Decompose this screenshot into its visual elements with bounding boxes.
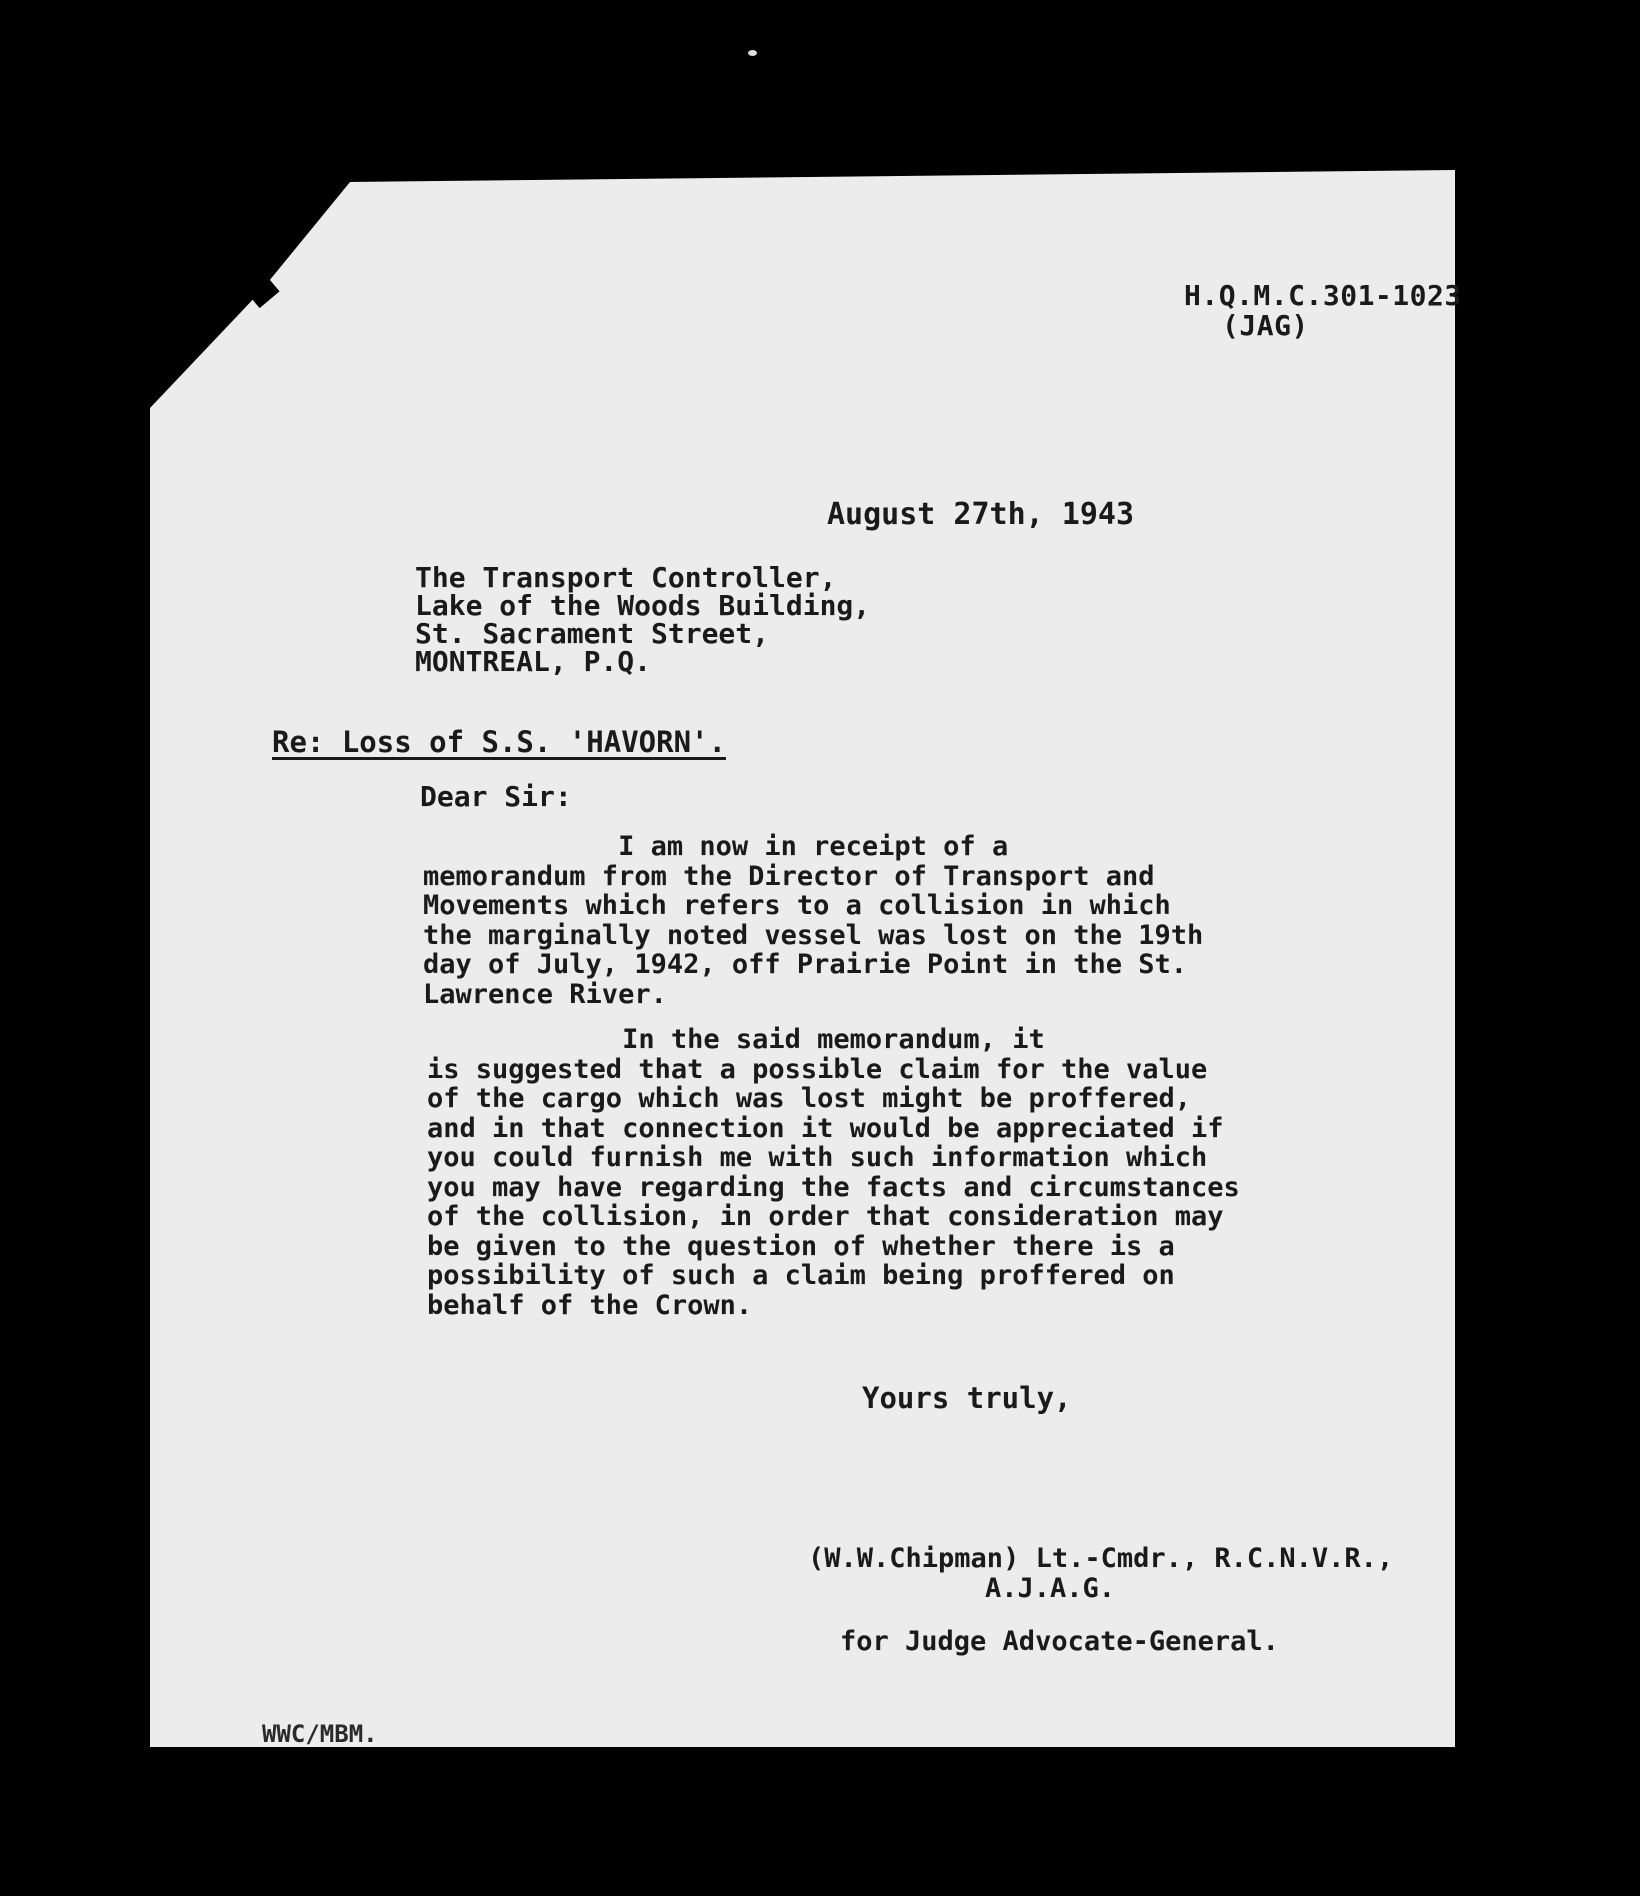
letter-date: August 27th, 1943 (827, 497, 1135, 532)
body-line: of the collision, in order that consideration may (427, 1201, 1224, 1232)
file-reference-number: H.Q.M.C.301-1023 (1184, 279, 1462, 312)
body-line: behalf of the Crown. (427, 1289, 753, 1321)
body-line: In the said memorandum, it (427, 1024, 1045, 1055)
body-line: day of July, 1942, off Prairie Point in the St. (423, 949, 1188, 980)
body-line: be given to the question of whether there is a (427, 1230, 1175, 1262)
closing: Yours truly, (862, 1381, 1072, 1415)
typist-reference: WWC/MBM. (262, 1720, 378, 1748)
recipient-line-3: St. Sacrament Street, (415, 617, 770, 650)
body-line: memorandum from the Director of Transport and (423, 860, 1155, 892)
body-line: and in that connection it would be appreciated if (427, 1112, 1224, 1144)
recipient-line-4: MONTREAL, P.Q. (415, 645, 652, 678)
file-reference-office: (JAG) (1222, 309, 1309, 342)
subject-line: Re: Loss of S.S. 'HAVORN'. (272, 725, 726, 759)
body-line: is suggested that a possible claim for the value (427, 1053, 1208, 1085)
body-line: Lawrence River. (423, 978, 667, 1010)
body-line: you may have regarding the facts and circumstances (427, 1171, 1240, 1203)
body-paragraph-1 (423, 832, 1203, 1009)
signature-name-line: (W.W.Chipman) Lt.-Cmdr., R.C.N.V.R., (808, 1543, 1394, 1574)
body-line: of the cargo which was lost might be proffered, (427, 1083, 1192, 1114)
signature-title-line: A.J.A.G. (985, 1573, 1116, 1604)
body-line: the marginally noted vessel was lost on the 19th (423, 919, 1204, 951)
dust-speck (748, 50, 757, 56)
body-line: you could furnish me with such information which (427, 1142, 1208, 1173)
signature-for-line: for Judge Advocate-General. (840, 1626, 1279, 1657)
salutation: Dear Sir: (420, 780, 572, 813)
body-line: possibility of such a claim being proffered on (427, 1260, 1175, 1291)
recipient-line-2: Lake of the Woods Building, (415, 589, 871, 622)
body-line: I am now in receipt of a (423, 831, 1009, 862)
body-line: Movements which refers to a collision in which (423, 890, 1171, 921)
body-paragraph-2 (427, 1025, 1240, 1320)
recipient-line-1: The Transport Controller, (415, 561, 837, 594)
